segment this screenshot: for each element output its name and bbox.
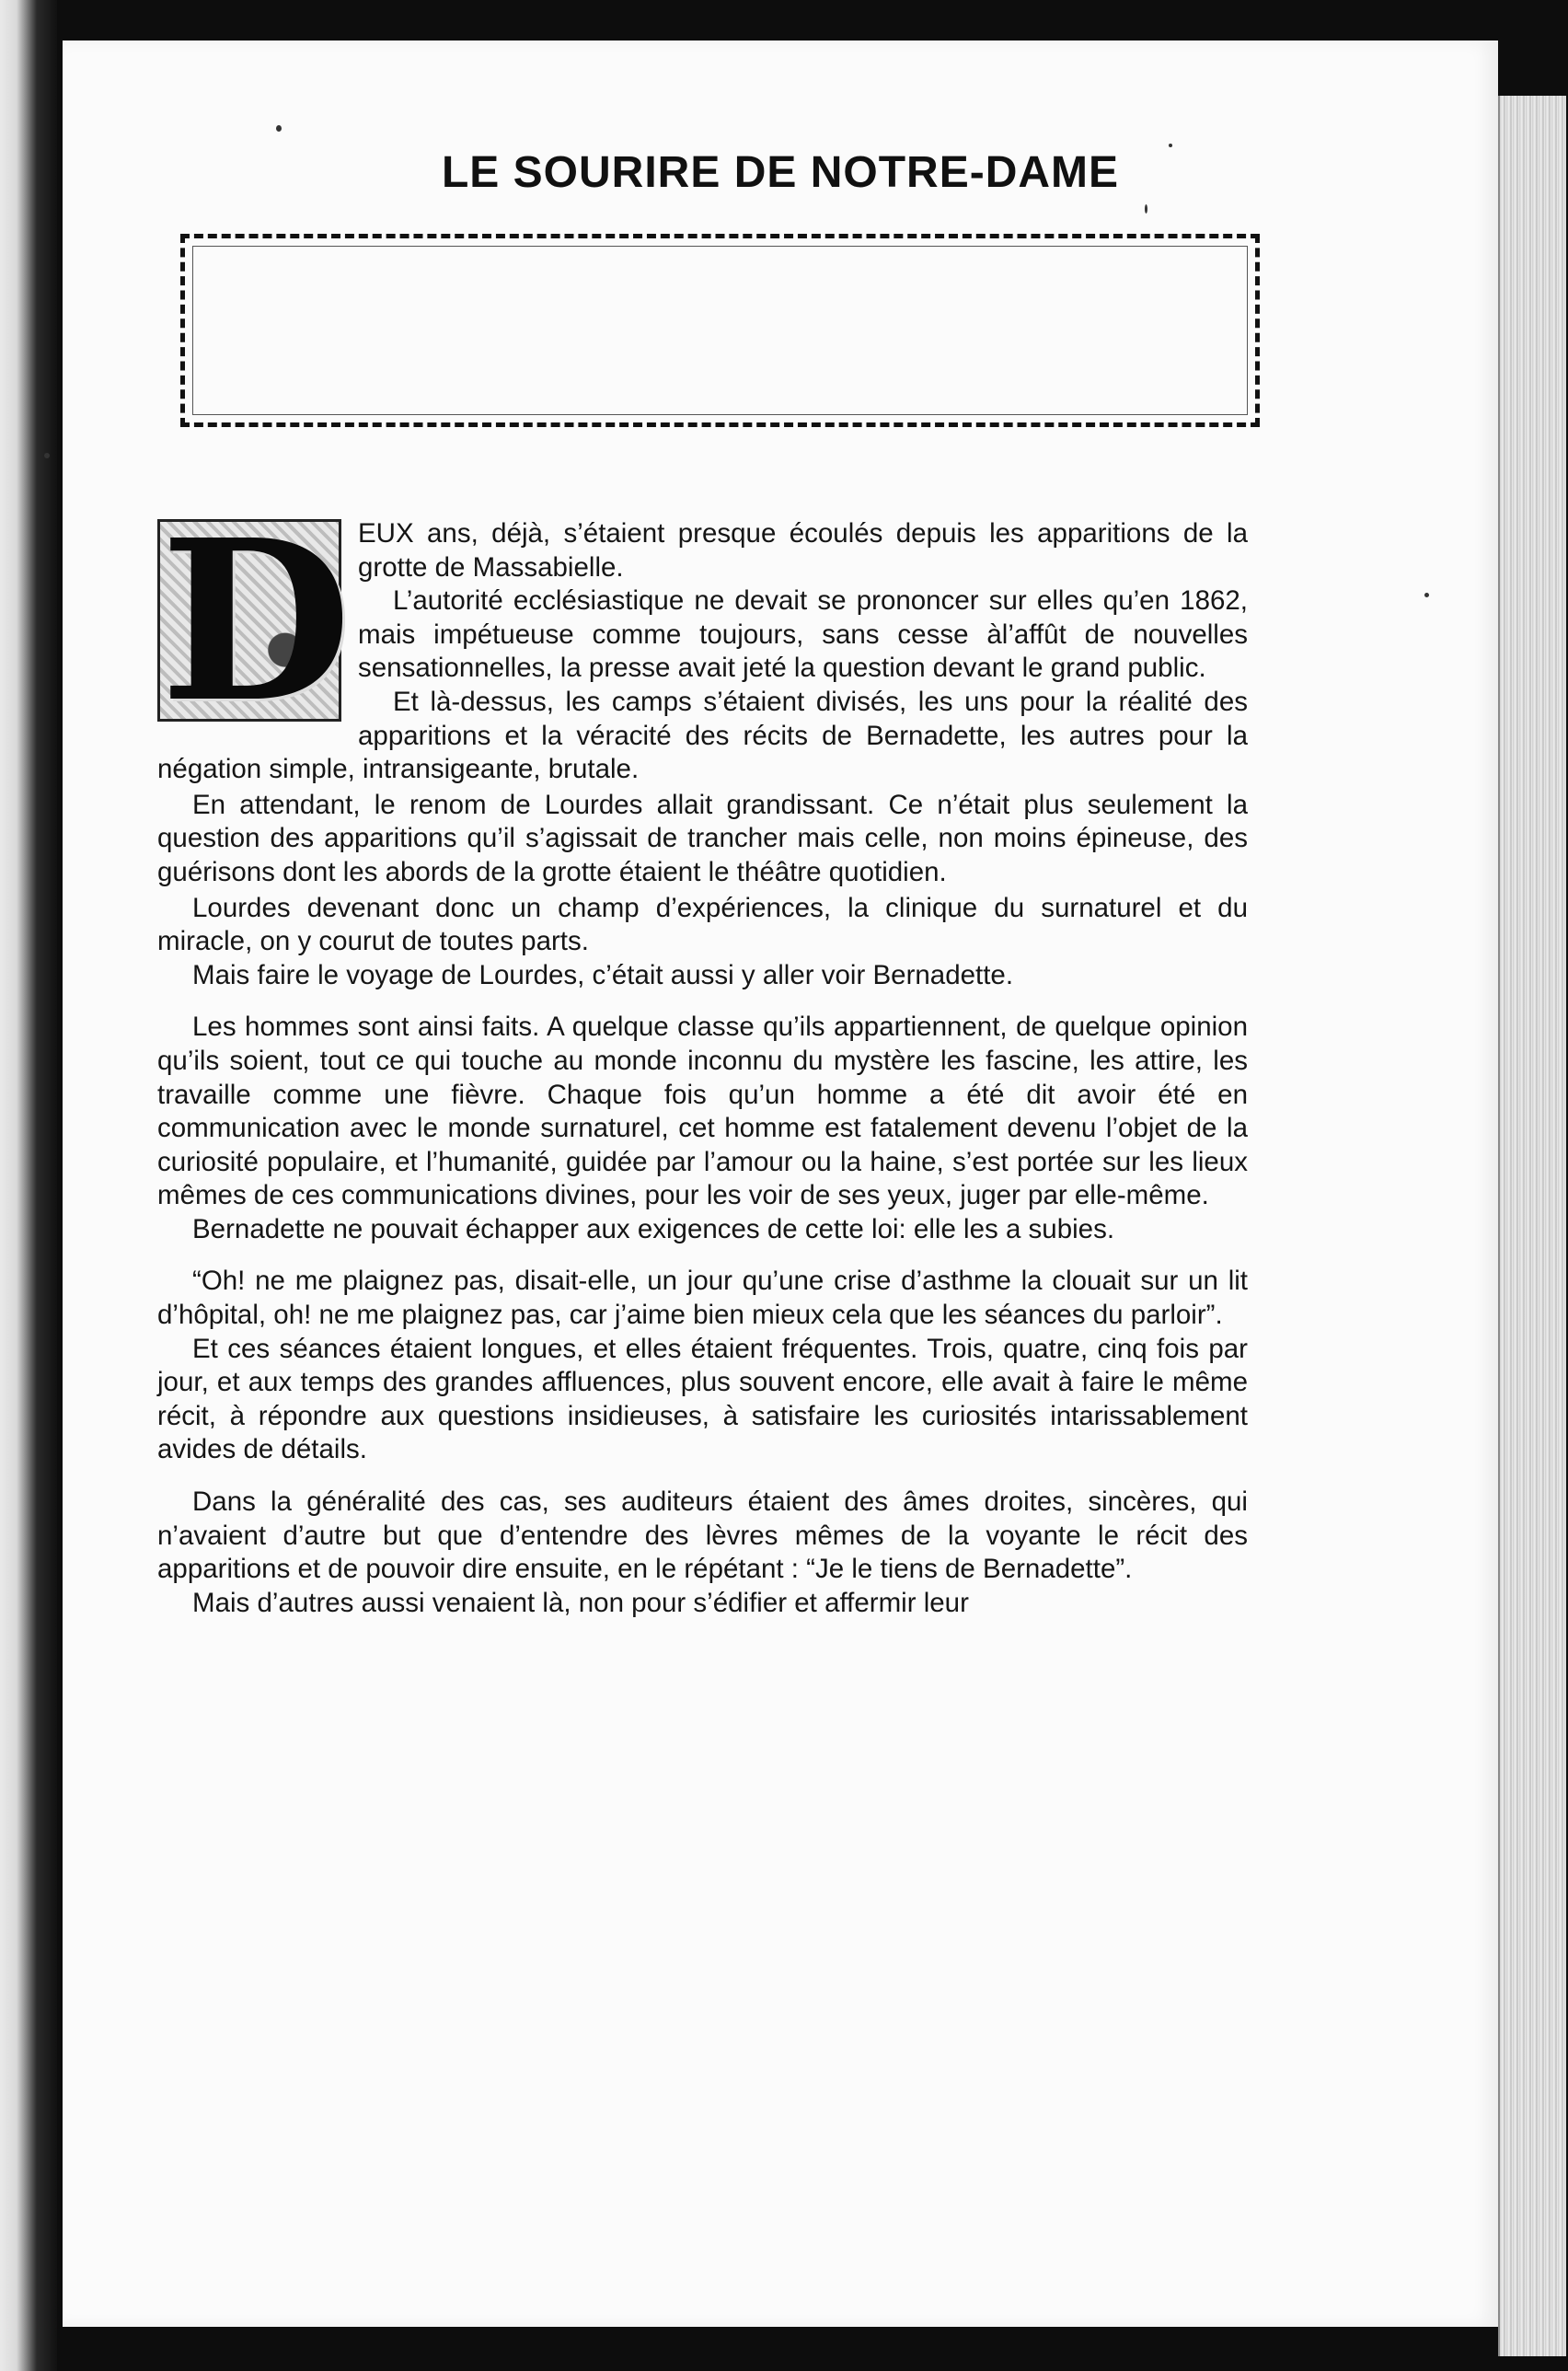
paragraph-5: Lourdes devenant donc un champ d’expériences, la clinique du surnaturel et du miracle, on y courut de toutes parts.	[157, 892, 1248, 957]
paragraph-6: Mais faire le voyage de Lourdes, c’était aussi y aller voir Bernadette.	[192, 959, 1014, 990]
page-stack-edge	[1498, 96, 1566, 2356]
paragraph-2: L’autorité ecclésiastique ne devait se prononcer sur elles qu’en 1862, mais impétueuse comme toujours, sans cesse àl’affût de nouvelles sensationnelles, la presse avait jeté la question devant le grand public.	[358, 585, 1248, 684]
scan-speck	[44, 453, 50, 458]
paragraph-3: Et là-dessus, les camps s’étaient divisés, les uns pour la réalité des apparitions et la véracité des récits de Bernadette, les autres pour la négation simple, intransigeante, brutale.	[157, 686, 1248, 785]
dropcap-letter: D	[160, 492, 352, 751]
title-frame	[180, 234, 1260, 427]
paragraph-1: EUX ans, déjà, s’étaient presque écoulés depuis les apparitions de la grotte de Massabielle.	[358, 518, 1248, 583]
paragraph-12: Mais d’autres aussi venaient là, non pour s’édifier et affermir leur	[192, 1587, 969, 1618]
scan-speck	[1145, 204, 1147, 214]
ornamental-dropcap	[157, 492, 352, 751]
paragraph-7: Les hommes sont ainsi faits. A quelque classe qu’ils appartiennent, de quelque opinion qu’ils soient, tout ce qui touche au monde inconnu du mystère les fascine, les attire, les travaille comme une fièvre. Chaque fois qu’un homme a été dit avoir été en communication avec le monde surnaturel, cet homme est fatalement devenu l’objet de la curiosité populaire, et l’humanité, guidée par l’amour ou la haine, s’est portée sur les lieux mêmes de ces communications divines, pour les voir de ses yeux, juger par elle-même.	[157, 1012, 1248, 1211]
scan-speck	[276, 125, 282, 132]
scan-speck	[1424, 593, 1429, 597]
paragraph-8: Bernadette ne pouvait échapper aux exigences de cette loi: elle les a subies.	[192, 1213, 1115, 1244]
book-page	[63, 40, 1498, 2327]
paragraph-4: En attendant, le renom de Lourdes allait grandissant. Ce n’était plus seulement la question des apparitions qu’il s’agissait de trancher mais celle, non moins épineuse, des guérisons dont les abords de la grotte étaient le théâtre quotidien.	[157, 789, 1248, 887]
body-text	[157, 492, 1248, 1620]
scanner-left-edge	[0, 0, 57, 2371]
chapter-title: LE SOURIRE DE NOTRE-DAME	[441, 148, 1120, 197]
paragraph-9: “Oh! ne me plaignez pas, disait-elle, un jour qu’une crise d’asthme la clouait sur un lit d’hôpital, oh! ne me plaignez pas, car j’aime bien mieux cela que les séances du parloir”.	[157, 1266, 1248, 1331]
paragraph-11: Dans la généralité des cas, ses auditeurs étaient des âmes droites, sincères, qui n’avaient d’autre but que d’entendre des lèvres mêmes de la voyante le récit des apparitions et de pouvoir dire ensuite, en le répétant : “Je le tiens de Bernadette”.	[157, 1486, 1248, 1585]
scan-speck	[1169, 144, 1172, 147]
paragraph-10: Et ces séances étaient longues, et elles étaient fréquentes. Trois, quatre, cinq fois par jour, et aux temps des grandes affluences, plus souvent encore, elle avait à faire le même récit, à répondre aux questions insidieuses, à satisfaire les curiosités intarissablement avides de détails.	[157, 1333, 1248, 1465]
